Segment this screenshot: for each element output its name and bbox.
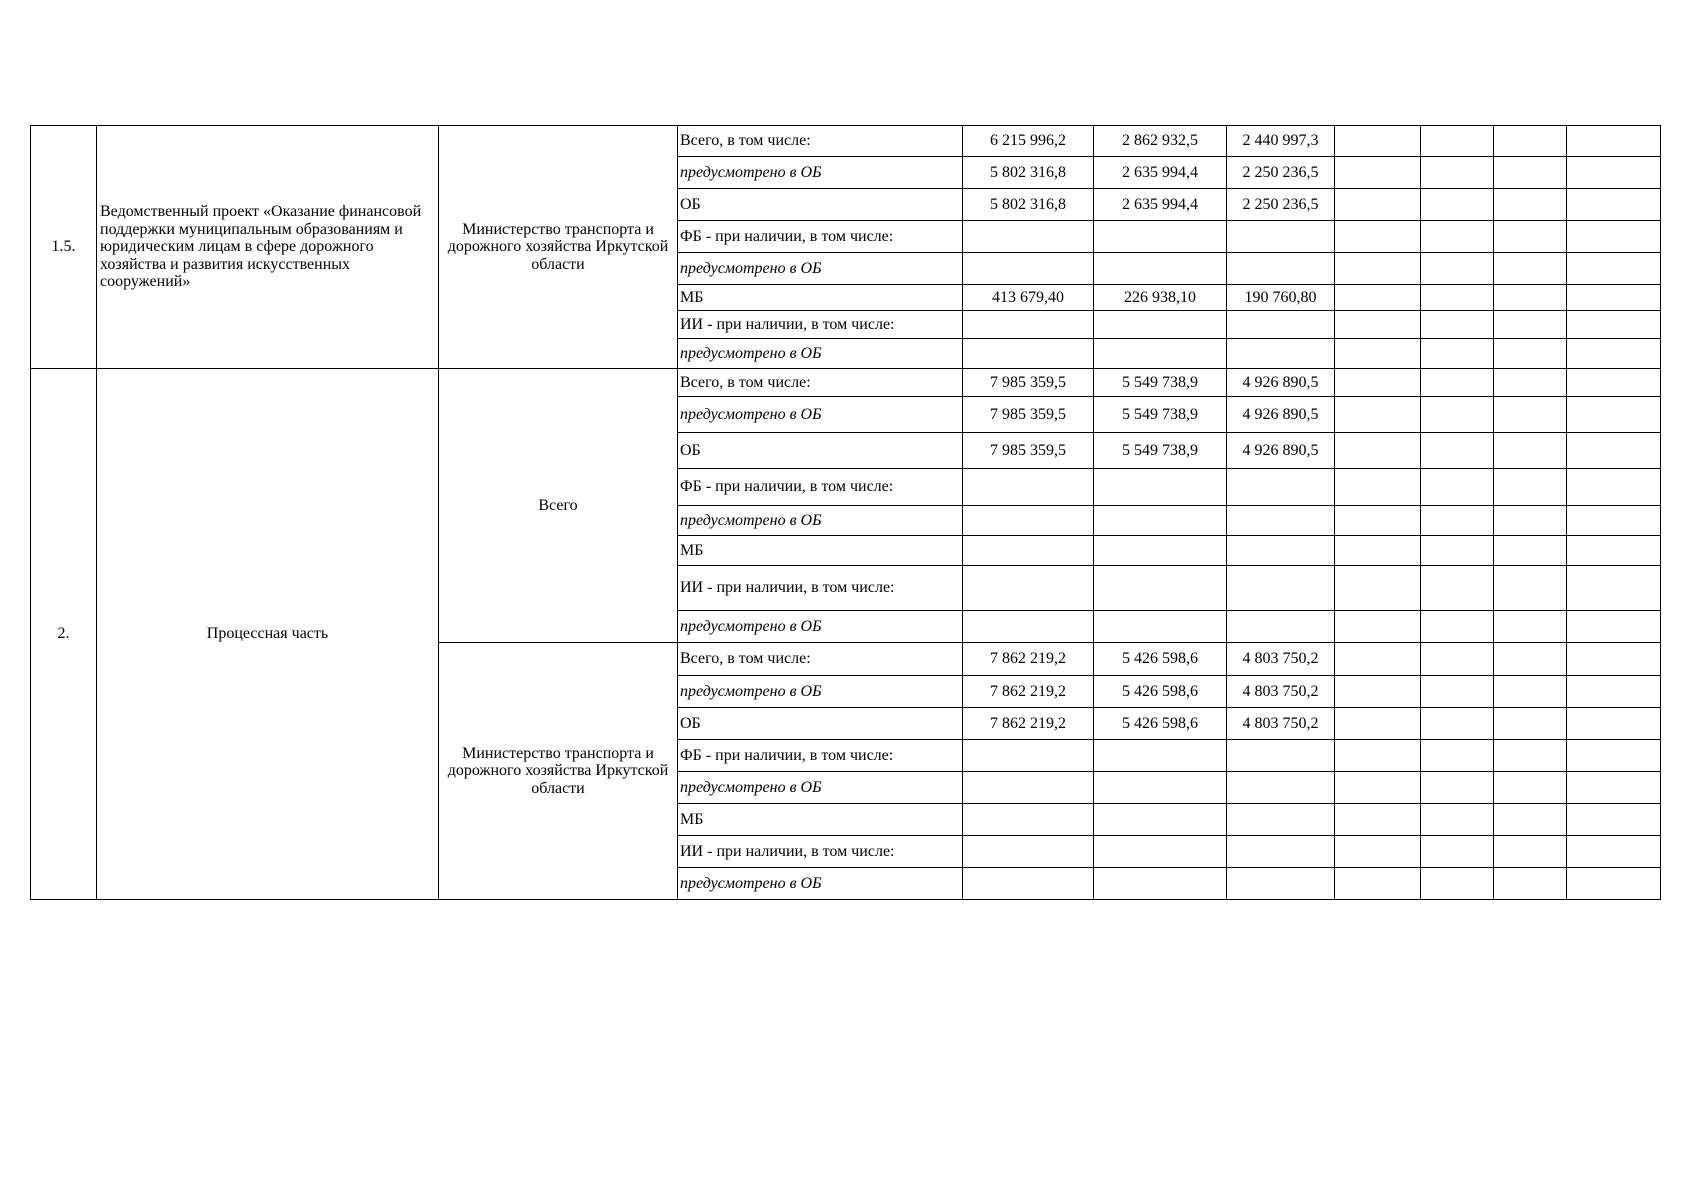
funding-value bbox=[1227, 221, 1335, 253]
empty-cell bbox=[1421, 126, 1494, 157]
empty-cell bbox=[1335, 285, 1421, 311]
funding-value bbox=[963, 536, 1094, 566]
funding-value bbox=[1227, 836, 1335, 868]
empty-cell bbox=[1567, 189, 1661, 221]
funding-value bbox=[1227, 536, 1335, 566]
section-number: 2. bbox=[31, 369, 97, 900]
funding-source: предусмотрено в ОБ bbox=[678, 676, 963, 708]
empty-cell bbox=[1567, 708, 1661, 740]
empty-cell bbox=[1421, 566, 1494, 611]
funding-value bbox=[1094, 740, 1227, 772]
empty-cell bbox=[1494, 708, 1567, 740]
section-name: Ведомственный проект «Оказание финансовой поддержки муниципальным образованиям и юридическим лицам в сфере дорожного хозяйства и развития искусственных сооружений» bbox=[97, 126, 439, 369]
empty-cell bbox=[1421, 157, 1494, 189]
funding-value: 2 635 994,4 bbox=[1094, 157, 1227, 189]
executor-name: Министерство транспорта и дорожного хозяйства Иркутской области bbox=[439, 643, 678, 900]
funding-value: 5 549 738,9 bbox=[1094, 433, 1227, 469]
funding-value bbox=[1094, 566, 1227, 611]
funding-value: 4 803 750,2 bbox=[1227, 643, 1335, 676]
executor-name: Министерство транспорта и дорожного хозяйства Иркутской области bbox=[439, 126, 678, 369]
empty-cell bbox=[1494, 433, 1567, 469]
empty-cell bbox=[1567, 469, 1661, 506]
funding-value: 7 862 219,2 bbox=[963, 708, 1094, 740]
executor-name: Всего bbox=[439, 369, 678, 643]
empty-cell bbox=[1494, 536, 1567, 566]
funding-value: 5 426 598,6 bbox=[1094, 676, 1227, 708]
funding-value: 5 426 598,6 bbox=[1094, 643, 1227, 676]
empty-cell bbox=[1567, 643, 1661, 676]
empty-cell bbox=[1494, 126, 1567, 157]
empty-cell bbox=[1421, 676, 1494, 708]
section-name: Процессная часть bbox=[97, 369, 439, 900]
empty-cell bbox=[1494, 189, 1567, 221]
funding-table bbox=[30, 125, 1661, 900]
funding-value bbox=[963, 469, 1094, 506]
funding-source: предусмотрено в ОБ bbox=[678, 253, 963, 285]
empty-cell bbox=[1494, 397, 1567, 433]
empty-cell bbox=[1567, 772, 1661, 804]
funding-source: ФБ - при наличии, в том числе: bbox=[678, 221, 963, 253]
funding-value: 5 549 738,9 bbox=[1094, 369, 1227, 397]
funding-value bbox=[1227, 868, 1335, 900]
funding-value: 5 549 738,9 bbox=[1094, 397, 1227, 433]
funding-value bbox=[1094, 253, 1227, 285]
empty-cell bbox=[1494, 311, 1567, 339]
empty-cell bbox=[1335, 157, 1421, 189]
empty-cell bbox=[1335, 469, 1421, 506]
empty-cell bbox=[1567, 339, 1661, 369]
empty-cell bbox=[1335, 397, 1421, 433]
empty-cell bbox=[1335, 433, 1421, 469]
funding-value bbox=[1227, 611, 1335, 643]
empty-cell bbox=[1567, 566, 1661, 611]
empty-cell bbox=[1567, 676, 1661, 708]
empty-cell bbox=[1335, 611, 1421, 643]
empty-cell bbox=[1335, 740, 1421, 772]
funding-value: 7 862 219,2 bbox=[963, 643, 1094, 676]
funding-value bbox=[1227, 469, 1335, 506]
empty-cell bbox=[1335, 189, 1421, 221]
empty-cell bbox=[1421, 369, 1494, 397]
empty-cell bbox=[1494, 643, 1567, 676]
empty-cell bbox=[1494, 804, 1567, 836]
empty-cell bbox=[1421, 836, 1494, 868]
funding-value: 5 802 316,8 bbox=[963, 189, 1094, 221]
funding-source: предусмотрено в ОБ bbox=[678, 397, 963, 433]
funding-source: Всего, в том числе: bbox=[678, 126, 963, 157]
funding-value: 7 985 359,5 bbox=[963, 397, 1094, 433]
funding-value bbox=[1227, 339, 1335, 369]
empty-cell bbox=[1421, 868, 1494, 900]
empty-cell bbox=[1421, 708, 1494, 740]
funding-value bbox=[1227, 506, 1335, 536]
funding-source: МБ bbox=[678, 536, 963, 566]
empty-cell bbox=[1567, 868, 1661, 900]
empty-cell bbox=[1567, 369, 1661, 397]
funding-value: 7 985 359,5 bbox=[963, 369, 1094, 397]
funding-value: 4 803 750,2 bbox=[1227, 676, 1335, 708]
funding-source: Всего, в том числе: bbox=[678, 643, 963, 676]
funding-value bbox=[1094, 339, 1227, 369]
empty-cell bbox=[1567, 397, 1661, 433]
funding-value bbox=[1094, 772, 1227, 804]
empty-cell bbox=[1335, 772, 1421, 804]
funding-source: предусмотрено в ОБ bbox=[678, 868, 963, 900]
empty-cell bbox=[1494, 611, 1567, 643]
empty-cell bbox=[1494, 253, 1567, 285]
funding-value: 2 250 236,5 bbox=[1227, 157, 1335, 189]
empty-cell bbox=[1567, 536, 1661, 566]
funding-value bbox=[1227, 566, 1335, 611]
empty-cell bbox=[1567, 804, 1661, 836]
empty-cell bbox=[1567, 836, 1661, 868]
empty-cell bbox=[1494, 566, 1567, 611]
funding-source: ИИ - при наличии, в том числе: bbox=[678, 836, 963, 868]
funding-value bbox=[963, 339, 1094, 369]
empty-cell bbox=[1421, 397, 1494, 433]
funding-value: 4 926 890,5 bbox=[1227, 369, 1335, 397]
empty-cell bbox=[1335, 339, 1421, 369]
funding-value: 413 679,40 bbox=[963, 285, 1094, 311]
funding-value bbox=[963, 772, 1094, 804]
empty-cell bbox=[1421, 611, 1494, 643]
funding-value: 5 426 598,6 bbox=[1094, 708, 1227, 740]
funding-value bbox=[1094, 311, 1227, 339]
funding-value bbox=[963, 311, 1094, 339]
funding-value bbox=[963, 740, 1094, 772]
empty-cell bbox=[1335, 536, 1421, 566]
empty-cell bbox=[1494, 740, 1567, 772]
empty-cell bbox=[1421, 643, 1494, 676]
empty-cell bbox=[1421, 311, 1494, 339]
empty-cell bbox=[1421, 506, 1494, 536]
empty-cell bbox=[1494, 676, 1567, 708]
funding-value: 4 926 890,5 bbox=[1227, 433, 1335, 469]
funding-source: предусмотрено в ОБ bbox=[678, 772, 963, 804]
empty-cell bbox=[1335, 676, 1421, 708]
empty-cell bbox=[1494, 369, 1567, 397]
empty-cell bbox=[1335, 868, 1421, 900]
funding-value bbox=[963, 611, 1094, 643]
funding-value bbox=[1094, 868, 1227, 900]
section-number: 1.5. bbox=[31, 126, 97, 369]
empty-cell bbox=[1567, 221, 1661, 253]
empty-cell bbox=[1494, 868, 1567, 900]
funding-value bbox=[1227, 772, 1335, 804]
funding-value bbox=[963, 506, 1094, 536]
empty-cell bbox=[1335, 253, 1421, 285]
empty-cell bbox=[1421, 221, 1494, 253]
funding-value bbox=[1094, 536, 1227, 566]
empty-cell bbox=[1494, 157, 1567, 189]
funding-value: 190 760,80 bbox=[1227, 285, 1335, 311]
empty-cell bbox=[1335, 643, 1421, 676]
funding-source: предусмотрено в ОБ bbox=[678, 339, 963, 369]
funding-source: предусмотрено в ОБ bbox=[678, 506, 963, 536]
funding-value bbox=[963, 253, 1094, 285]
empty-cell bbox=[1494, 772, 1567, 804]
empty-cell bbox=[1335, 708, 1421, 740]
table-row bbox=[31, 369, 1661, 397]
empty-cell bbox=[1494, 836, 1567, 868]
funding-value bbox=[963, 804, 1094, 836]
empty-cell bbox=[1567, 253, 1661, 285]
empty-cell bbox=[1567, 740, 1661, 772]
empty-cell bbox=[1421, 740, 1494, 772]
funding-source: ОБ bbox=[678, 189, 963, 221]
funding-value: 6 215 996,2 bbox=[963, 126, 1094, 157]
funding-value bbox=[1094, 506, 1227, 536]
empty-cell bbox=[1567, 157, 1661, 189]
empty-cell bbox=[1421, 253, 1494, 285]
funding-value: 226 938,10 bbox=[1094, 285, 1227, 311]
empty-cell bbox=[1335, 126, 1421, 157]
empty-cell bbox=[1567, 433, 1661, 469]
empty-cell bbox=[1567, 285, 1661, 311]
empty-cell bbox=[1494, 285, 1567, 311]
empty-cell bbox=[1335, 804, 1421, 836]
empty-cell bbox=[1421, 285, 1494, 311]
funding-value bbox=[1094, 804, 1227, 836]
funding-source: ОБ bbox=[678, 708, 963, 740]
empty-cell bbox=[1567, 611, 1661, 643]
funding-value bbox=[963, 221, 1094, 253]
funding-value: 2 250 236,5 bbox=[1227, 189, 1335, 221]
empty-cell bbox=[1421, 189, 1494, 221]
funding-value bbox=[1094, 469, 1227, 506]
funding-value: 2 635 994,4 bbox=[1094, 189, 1227, 221]
funding-value: 2 440 997,3 bbox=[1227, 126, 1335, 157]
funding-source: МБ bbox=[678, 285, 963, 311]
funding-value bbox=[1227, 253, 1335, 285]
funding-value bbox=[1094, 611, 1227, 643]
funding-value bbox=[963, 836, 1094, 868]
funding-value bbox=[1094, 221, 1227, 253]
funding-value: 4 803 750,2 bbox=[1227, 708, 1335, 740]
empty-cell bbox=[1421, 804, 1494, 836]
empty-cell bbox=[1335, 506, 1421, 536]
empty-cell bbox=[1567, 126, 1661, 157]
funding-source: ФБ - при наличии, в том числе: bbox=[678, 740, 963, 772]
empty-cell bbox=[1494, 469, 1567, 506]
empty-cell bbox=[1494, 221, 1567, 253]
funding-source: ОБ bbox=[678, 433, 963, 469]
empty-cell bbox=[1567, 311, 1661, 339]
funding-value bbox=[1227, 740, 1335, 772]
empty-cell bbox=[1567, 506, 1661, 536]
empty-cell bbox=[1335, 369, 1421, 397]
table-row bbox=[31, 126, 1661, 157]
table-body bbox=[31, 126, 1661, 900]
funding-value: 4 926 890,5 bbox=[1227, 397, 1335, 433]
empty-cell bbox=[1494, 506, 1567, 536]
funding-value: 5 802 316,8 bbox=[963, 157, 1094, 189]
funding-value bbox=[963, 566, 1094, 611]
empty-cell bbox=[1335, 836, 1421, 868]
funding-source: предусмотрено в ОБ bbox=[678, 611, 963, 643]
funding-source: ФБ - при наличии, в том числе: bbox=[678, 469, 963, 506]
empty-cell bbox=[1494, 339, 1567, 369]
funding-source: предусмотрено в ОБ bbox=[678, 157, 963, 189]
funding-source: ИИ - при наличии, в том числе: bbox=[678, 311, 963, 339]
empty-cell bbox=[1421, 339, 1494, 369]
empty-cell bbox=[1421, 433, 1494, 469]
funding-value bbox=[963, 868, 1094, 900]
empty-cell bbox=[1421, 469, 1494, 506]
funding-value: 7 985 359,5 bbox=[963, 433, 1094, 469]
funding-value: 7 862 219,2 bbox=[963, 676, 1094, 708]
funding-value: 2 862 932,5 bbox=[1094, 126, 1227, 157]
empty-cell bbox=[1421, 536, 1494, 566]
empty-cell bbox=[1335, 566, 1421, 611]
funding-value bbox=[1227, 804, 1335, 836]
funding-source: Всего, в том числе: bbox=[678, 369, 963, 397]
funding-source: ИИ - при наличии, в том числе: bbox=[678, 566, 963, 611]
funding-value bbox=[1094, 836, 1227, 868]
funding-source: МБ bbox=[678, 804, 963, 836]
empty-cell bbox=[1335, 311, 1421, 339]
empty-cell bbox=[1335, 221, 1421, 253]
empty-cell bbox=[1421, 772, 1494, 804]
funding-value bbox=[1227, 311, 1335, 339]
